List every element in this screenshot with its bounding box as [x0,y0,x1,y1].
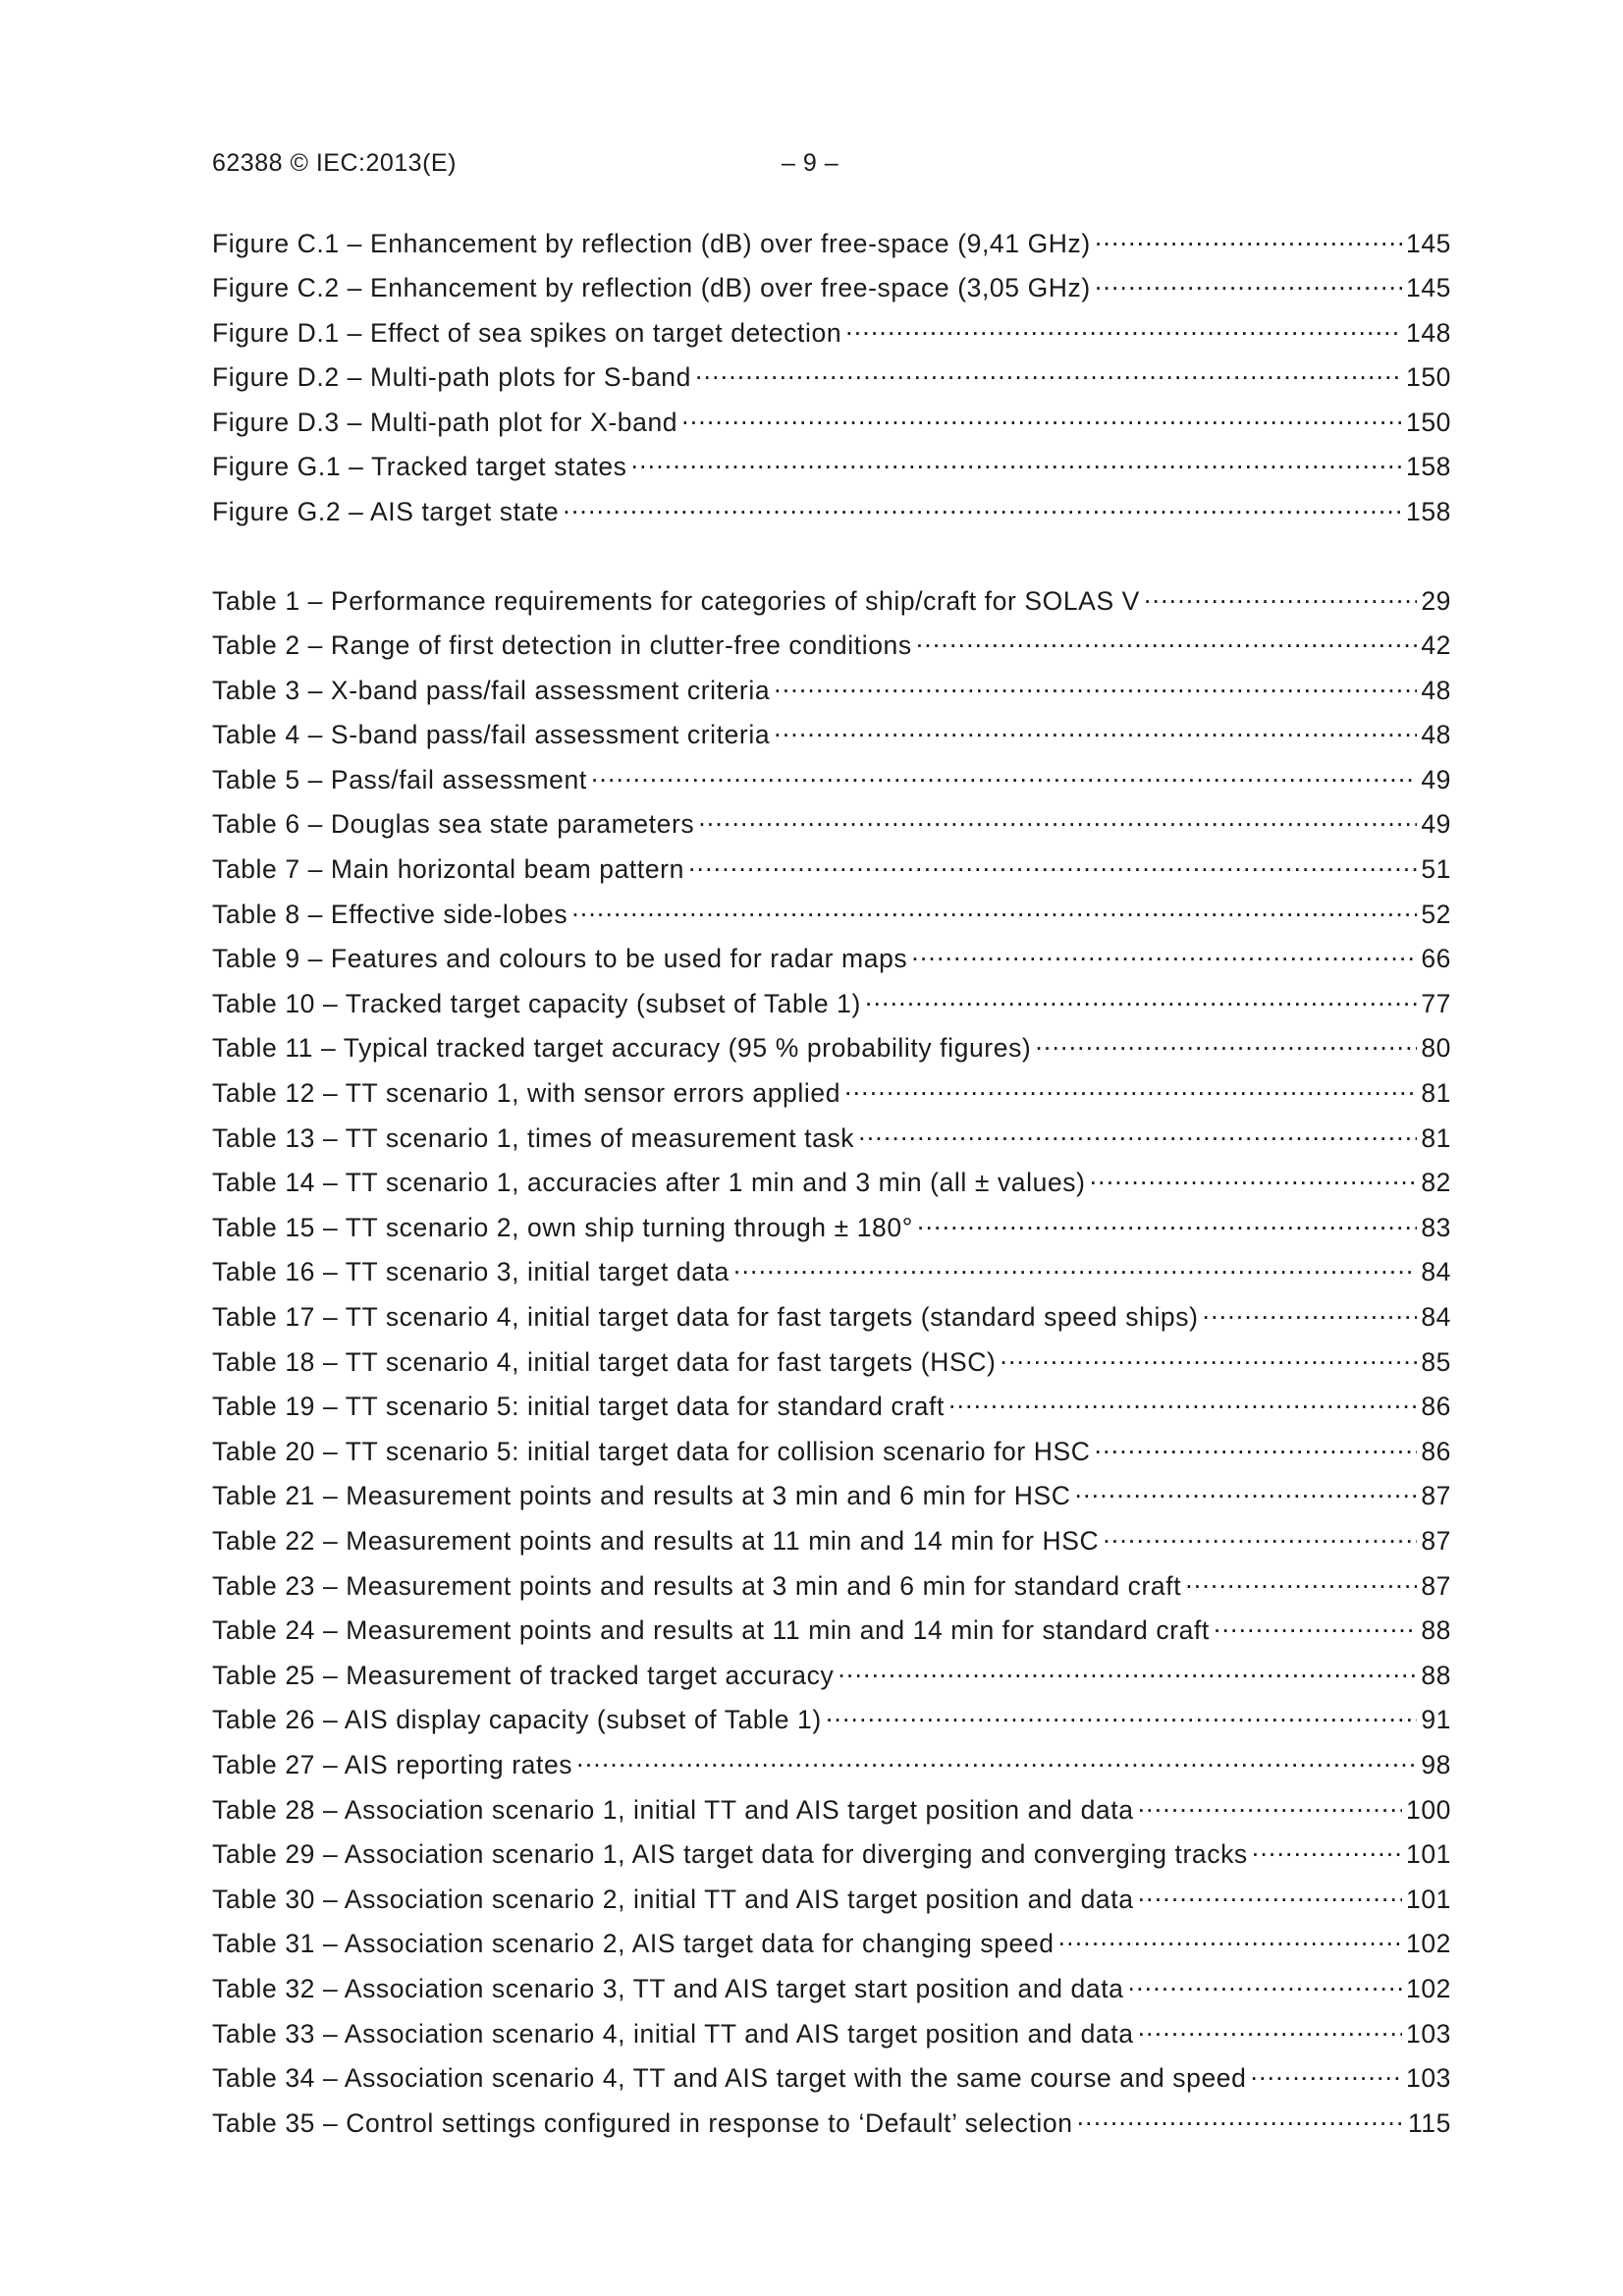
table-title: Table 22 – Measurement points and results at 11 min and 14 min for HSC [212,1525,1100,1556]
table-entry [212,986,1451,1031]
dot-leader [681,405,1402,431]
table-page-number: 91 [1421,1705,1451,1735]
table-title: Table 8 – Effective side-lobes [212,899,568,929]
dot-leader [916,629,1418,655]
table-entry [212,583,1451,629]
dot-leader [576,1747,1417,1774]
table-title: Table 4 – S-band pass/fail assessment criteria [212,720,771,750]
table-title: Table 30 – Association scenario 2, initial TT and AIS target position and data [212,1884,1134,1914]
table-entry [212,1703,1451,1748]
table-page-number: 98 [1421,1749,1451,1779]
table-entry [212,629,1451,674]
table-title: Table 28 – Association scenario 1, initial TT and AIS target position and data [212,1794,1134,1825]
table-entry [212,1523,1451,1568]
table-title: Table 13 – TT scenario 1, times of measurement task [212,1122,855,1153]
dot-leader [1214,1613,1417,1640]
list-of-tables [212,583,1451,2151]
table-page-number: 29 [1421,585,1451,616]
table-page-number: 103 [1405,2063,1451,2094]
table-page-number: 87 [1421,1570,1451,1601]
figure-page-number: 145 [1405,228,1451,258]
table-title: Table 2 – Range of first detection in clutter-free conditions [212,630,912,661]
table-entry [212,1568,1451,1613]
table-entry [212,1927,1451,1972]
table-page-number: 83 [1421,1212,1451,1242]
table-page-number: 86 [1421,1392,1451,1422]
table-page-number: 81 [1421,1122,1451,1153]
dot-leader [1251,2061,1402,2088]
table-entry [212,942,1451,987]
table-page-number: 84 [1421,1257,1451,1287]
dot-leader [1058,1927,1402,1953]
dot-leader [695,360,1402,387]
dot-leader [948,1390,1417,1416]
figure-title: Figure D.1 – Effect of sea spikes on target detection [212,317,842,348]
figure-entry [212,450,1451,495]
table-title: Table 24 – Measurement points and results at 11 min and 14 min for standard craft [212,1615,1210,1646]
table-page-number: 66 [1421,944,1451,974]
table-page-number: 51 [1421,854,1451,885]
figure-title: Figure D.2 – Multi-path plots for S-band [212,362,691,393]
table-page-number: 102 [1405,1929,1451,1959]
table-title: Table 6 – Douglas sea state parameters [212,809,695,840]
document-identifier: 62388 © IEC:2013(E) [212,149,457,177]
dot-leader [733,1255,1417,1282]
table-entry [212,1971,1451,2016]
table-entry [212,2061,1451,2106]
figure-title: Figure G.1 – Tracked target states [212,452,627,482]
figure-title: Figure C.1 – Enhancement by reflection (dB) over free-space (9,41 GHz) [212,228,1091,258]
dot-leader [571,897,1417,923]
figure-entry [212,226,1451,271]
dot-leader [844,1076,1417,1103]
dot-leader [774,718,1417,744]
table-entry [212,1479,1451,1524]
table-page-number: 82 [1421,1168,1451,1198]
dot-leader [1138,1882,1402,1908]
table-page-number: 49 [1421,764,1451,794]
dot-leader [845,315,1402,342]
dot-leader [1090,1166,1418,1192]
dot-leader [911,942,1417,968]
figure-page-number: 145 [1405,273,1451,303]
table-title: Table 26 – AIS display capacity (subset of Table 1) [212,1705,822,1735]
page-header [212,149,1449,189]
figure-page-number: 150 [1405,362,1451,393]
table-entry [212,1792,1451,1837]
table-page-number: 101 [1405,1884,1451,1914]
table-title: Table 9 – Features and colours to be used for radar maps [212,944,908,974]
table-entry [212,1837,1451,1883]
table-title: Table 32 – Association scenario 3, TT and AIS target start position and data [212,1973,1124,2003]
figure-title: Figure G.2 – AIS target state [212,497,560,527]
figure-entry [212,405,1451,450]
table-title: Table 1 – Performance requirements for categories of ship/craft for SOLAS V [212,585,1140,616]
table-title: Table 10 – Tracked target capacity (subset of Table 1) [212,988,861,1018]
table-title: Table 33 – Association scenario 4, initial TT and AIS target position and data [212,2018,1134,2049]
dot-leader [826,1703,1417,1729]
table-entry [212,1076,1451,1121]
dot-leader [563,495,1402,521]
dot-leader [1075,1479,1418,1505]
table-page-number: 115 [1407,2107,1451,2138]
page-number: – 9 – [782,149,839,177]
table-page-number: 86 [1421,1436,1451,1466]
figure-page-number: 158 [1405,497,1451,527]
table-page-number: 48 [1421,720,1451,750]
table-entry [212,1031,1451,1076]
table-entry [212,1121,1451,1166]
table-title: Table 12 – TT scenario 1, with sensor errors applied [212,1078,841,1109]
table-title: Table 34 – Association scenario 4, TT and AIS target with the same course and speed [212,2063,1247,2094]
dot-leader [698,807,1417,834]
table-title: Table 29 – Association scenario 1, AIS target data for diverging and converging tracks [212,1839,1248,1870]
dot-leader [1185,1568,1417,1595]
table-title: Table 18 – TT scenario 4, initial target data for fast targets (HSC) [212,1346,997,1377]
table-page-number: 77 [1421,988,1451,1018]
dot-leader [865,986,1417,1012]
table-page-number: 100 [1405,1794,1451,1825]
table-page-number: 52 [1421,899,1451,929]
table-title: Table 11 – Typical tracked target accuracy (95 % probability figures) [212,1033,1032,1064]
table-entry [212,1434,1451,1479]
table-entry [212,762,1451,807]
table-entry [212,807,1451,852]
dot-leader [774,673,1417,699]
list-of-figures [212,226,1451,539]
dot-leader [591,762,1417,789]
table-page-number: 85 [1421,1346,1451,1377]
table-page-number: 101 [1405,1839,1451,1870]
table-page-number: 48 [1421,675,1451,705]
table-entry [212,1390,1451,1435]
figure-page-number: 150 [1405,407,1451,437]
table-entry [212,1747,1451,1792]
dot-leader [1095,271,1402,298]
table-title: Table 31 – Association scenario 2, AIS target data for changing speed [212,1929,1055,1959]
table-title: Table 3 – X-band pass/fail assessment criteria [212,675,771,705]
table-entry [212,897,1451,942]
dot-leader [1203,1300,1418,1327]
table-entry [212,2105,1451,2151]
dot-leader [1095,1434,1418,1460]
table-title: Table 21 – Measurement points and results at 3 min and 6 min for HSC [212,1481,1071,1511]
table-page-number: 102 [1405,1973,1451,2003]
table-entry [212,1210,1451,1255]
table-title: Table 17 – TT scenario 4, initial target data for fast targets (standard speed ships) [212,1302,1199,1332]
figure-entry [212,271,1451,316]
table-entry [212,1166,1451,1211]
dot-leader [858,1121,1417,1147]
dot-leader [631,450,1402,476]
table-entry [212,1613,1451,1659]
table-page-number: 81 [1421,1078,1451,1109]
dot-leader [1000,1344,1417,1371]
dot-leader [1252,1837,1402,1864]
table-entry [212,1300,1451,1345]
table-entry [212,1344,1451,1390]
table-page-number: 88 [1421,1660,1451,1690]
table-page-number: 80 [1421,1033,1451,1064]
dot-leader [838,1658,1417,1684]
table-title: Table 23 – Measurement points and results at 3 min and 6 min for standard craft [212,1570,1182,1601]
dot-leader [1138,1792,1402,1819]
table-title: Table 20 – TT scenario 5: initial target data for collision scenario for HSC [212,1436,1091,1466]
table-title: Table 27 – AIS reporting rates [212,1749,573,1779]
table-title: Table 14 – TT scenario 1, accuracies after 1 min and 3 min (all ± values) [212,1168,1086,1198]
table-title: Table 16 – TT scenario 3, initial target data [212,1257,730,1287]
table-entry [212,718,1451,763]
dot-leader [1128,1971,1402,1997]
table-title: Table 7 – Main horizontal beam pattern [212,854,684,885]
table-entry [212,673,1451,718]
figure-entry [212,315,1451,360]
table-page-number: 49 [1421,809,1451,840]
figure-page-number: 158 [1405,452,1451,482]
figure-entry [212,495,1451,540]
table-title: Table 35 – Control settings configured in response to ‘Default’ selection [212,2107,1073,2138]
table-page-number: 88 [1421,1615,1451,1646]
table-entry [212,1658,1451,1703]
dot-leader [1035,1031,1417,1058]
table-title: Table 25 – Measurement of tracked target accuracy [212,1660,835,1690]
dot-leader [1103,1523,1417,1550]
table-entry [212,2016,1451,2061]
figure-title: Figure D.3 – Multi-path plot for X-band [212,407,678,437]
figure-page-number: 148 [1405,317,1451,348]
dot-leader [1144,583,1417,610]
dot-leader [1138,2016,1402,2043]
table-page-number: 42 [1421,630,1451,661]
table-page-number: 84 [1421,1302,1451,1332]
figure-title: Figure C.2 – Enhancement by reflection (dB) over free-space (3,05 GHz) [212,273,1091,303]
table-title: Table 19 – TT scenario 5: initial target data for standard craft [212,1392,945,1422]
table-entry [212,1255,1451,1300]
dot-leader [917,1210,1417,1236]
table-entry [212,852,1451,898]
table-title: Table 15 – TT scenario 2, own ship turning through ± 180° [212,1212,913,1242]
dot-leader [1077,2105,1404,2132]
table-page-number: 87 [1421,1481,1451,1511]
table-entry [212,1882,1451,1927]
dot-leader [1095,226,1402,252]
figure-entry [212,360,1451,406]
table-page-number: 87 [1421,1525,1451,1556]
table-page-number: 103 [1405,2018,1451,2049]
table-title: Table 5 – Pass/fail assessment [212,764,587,794]
dot-leader [688,852,1417,879]
